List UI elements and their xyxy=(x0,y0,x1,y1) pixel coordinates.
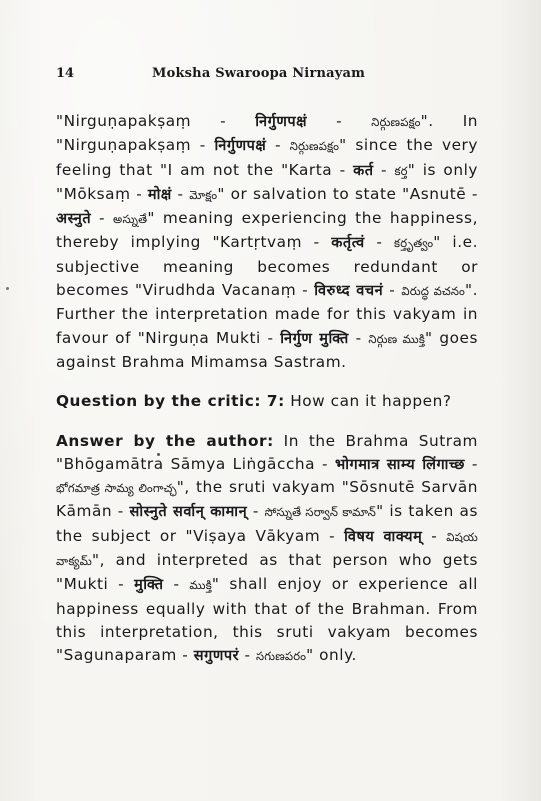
telugu-term: నిర్గుణ ముక్తి xyxy=(368,331,426,346)
devanagari-term: विषय वाक्यम् xyxy=(344,527,423,545)
text-run: - xyxy=(91,209,114,228)
running-title: Moksha Swaroopa Nirnayam xyxy=(152,66,366,81)
devanagari-term: सोस्नुते सर्वान् कामान् xyxy=(129,503,248,521)
telugu-term: విరుద్ధ వచనం xyxy=(401,284,465,299)
devanagari-term: कर्त xyxy=(353,161,374,179)
text-run: ". In "Nirguṇapakṣaṃ - xyxy=(56,112,478,155)
telugu-term: అస్నుతే xyxy=(113,212,148,227)
devanagari-term: भोगमात्र साम्य लिंगाच्छ xyxy=(335,455,465,473)
text-run: - xyxy=(163,575,190,594)
telugu-term: కర్తృత్వం xyxy=(394,236,434,251)
text-run: - xyxy=(171,184,190,203)
text-run: - xyxy=(422,526,447,545)
text-run: " or salvation to state "Asnutē - xyxy=(217,184,478,203)
question-paragraph xyxy=(56,390,478,413)
devanagari-term: विरुध्द वचनं xyxy=(314,282,384,300)
question-label: Question by the critic: 7: xyxy=(56,392,285,411)
text-run: - xyxy=(239,646,257,665)
body-text xyxy=(56,110,478,669)
devanagari-term: कर्तृत्वं xyxy=(331,234,365,252)
telugu-term: మోక్షం xyxy=(189,187,218,202)
text-run: - xyxy=(247,502,265,521)
telugu-term: నిర్గుణపక్షం xyxy=(289,139,340,154)
page-header xyxy=(56,66,501,86)
text-run: ". Further the interpretation made for this vakyam in favour of "Nirguṇa Mukti - xyxy=(56,281,478,347)
text-run: - xyxy=(383,281,402,300)
text-run: - xyxy=(464,454,478,473)
telugu-term: భోగమాత్ర సామ్య లింగాచ్ఛ xyxy=(56,481,177,496)
text-run: " is taken as the subject or "Viṣaya Vākyam - xyxy=(56,502,478,545)
text-run: ", and interpreted as that person who gets "Mukti - xyxy=(56,551,478,594)
text-run: " only. xyxy=(306,646,357,665)
devanagari-term: निर्गुणपक्षं xyxy=(214,137,267,155)
telugu-term: కర్త xyxy=(394,163,408,178)
text-run: - xyxy=(307,112,372,130)
text-run: - xyxy=(373,160,395,179)
answer-label: Answer by the author: xyxy=(56,431,274,450)
devanagari-term: सगुणपरं xyxy=(193,647,240,665)
text-run: - xyxy=(364,233,394,252)
text-run: " shall enjoy or experience all happiness equally with that of the Brahman. From this interpretation, this sruti vakyam becomes "Sagunaparam - xyxy=(56,575,478,665)
devanagari-term: मुक्ति xyxy=(134,576,164,594)
devanagari-term: अस्नुते xyxy=(56,210,92,228)
telugu-term: సోస్నుతే సర్వాన్ కామాన్ xyxy=(264,505,377,520)
telugu-term: సగుణపరం xyxy=(256,649,307,664)
text-run: " is only "Mōksaṃ - xyxy=(56,160,478,203)
text-run: " since the very feeling that "I am not the "Karta - xyxy=(56,136,478,179)
devanagari-term: निर्गुण मुक्ति xyxy=(280,329,349,347)
text-run: " i.e. subjective meaning becomes redundant or becomes "Virudhda Vacanaṃ - xyxy=(56,233,478,300)
text-run: " meaning experiencing the happiness, thereby implying "Kartṛtvaṃ - xyxy=(56,209,478,252)
paragraph-nirgunapaksam xyxy=(56,110,478,374)
devanagari-term: मोक्षं xyxy=(147,185,172,203)
margin-speck xyxy=(6,287,9,290)
text-run: - xyxy=(348,328,369,347)
text-run: " goes against Brahma Mimamsa Sastram. xyxy=(56,328,478,371)
telugu-term: నిర్గుణపక్షం xyxy=(371,115,421,129)
text-run: ", the sruti vakyam "Sōsnutē Sarvān Kāmān - xyxy=(56,478,478,521)
text-run: In the Brahma Sutram "Bhōgamātra Sāmya Liṅgāccha - xyxy=(56,431,478,473)
telugu-term: ముక్తి xyxy=(189,578,212,593)
telugu-term: విషయ వాక్యమ్ xyxy=(56,529,478,569)
question-text: How can it happen? xyxy=(284,392,452,411)
text-run: "Nirguṇapakṣaṃ - xyxy=(56,112,256,130)
devanagari-term: निर्गुणपक्षं xyxy=(255,113,308,130)
page-number: 14 xyxy=(56,66,75,81)
answer-paragraph xyxy=(56,430,478,669)
text-run: - xyxy=(266,136,290,155)
